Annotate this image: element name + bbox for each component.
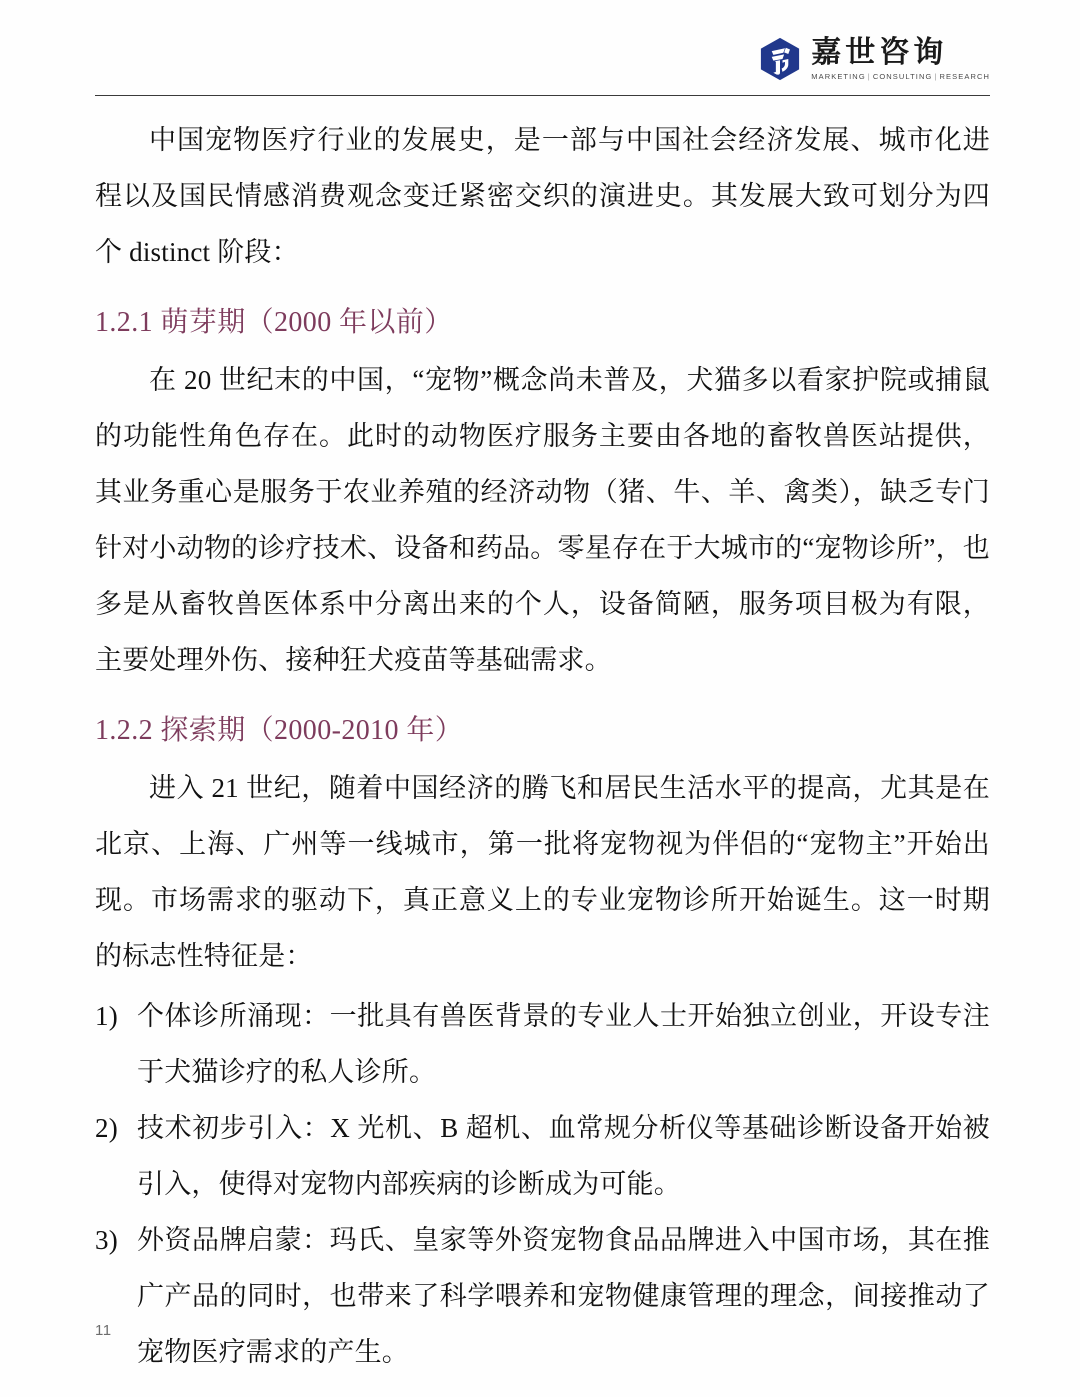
- intro-paragraph: 中国宠物医疗行业的发展史，是一部与中国社会经济发展、城市化进程以及国民情感消费观念变迁紧密交织的演进史。其发展大致可划分为四个 distinct 阶段：: [95, 125, 990, 267]
- tagline-research: RESEARCH: [939, 72, 990, 82]
- list-item-text: 个体诊所涌现：一批具有兽医背景的专业人士开始独立创业，开设专注于犬猫诊疗的私人诊所。: [137, 1001, 990, 1087]
- tagline-separator-1: |: [867, 72, 871, 82]
- section-paragraph-1-2-1: 在 20 世纪末的中国，“宠物”概念尚未普及，犬猫多以看家护院或捕鼠的功能性角色存在。此时的动物医疗服务主要由各地的畜牧兽医站提供，其业务重心是服务于农业养殖的经济动物（猪、牛、羊、禽类），缺乏专门针对小动物的诊疗技术、设备和药品。零星存在于大城市的“宠物诊所”，也多是从畜牧兽医体系中分离出来的个人，设备简陋，服务项目极为有限，主要处理外伤、接种狂犬疫苗等基础需求。: [95, 365, 990, 675]
- tagline-consulting: CONSULTING: [872, 72, 933, 82]
- list-item-marker: 1): [95, 1001, 118, 1031]
- list-item: [95, 1212, 990, 1380]
- brand-logo: [759, 37, 990, 82]
- brand-tagline: [811, 72, 990, 81]
- list-item: [95, 988, 990, 1100]
- brand-logo-text: [811, 37, 990, 82]
- document-content: [95, 112, 990, 1380]
- list-item-text: 技术初步引入：X 光机、B 超机、血常规分析仪等基础诊断设备开始被引入，使得对宠物内部疾病的诊断成为可能。: [137, 1113, 990, 1199]
- section-1-2-2-list: [95, 988, 990, 1380]
- list-item-marker: 2): [95, 1113, 118, 1143]
- jiashi-cube-logo-icon: [759, 37, 801, 81]
- brand-name: 嘉世咨询: [811, 35, 948, 69]
- list-item-marker: 3): [95, 1225, 118, 1255]
- header-divider: [95, 95, 990, 96]
- tagline-separator-2: |: [934, 72, 938, 82]
- page-header: [95, 28, 990, 90]
- section-heading-1-2-2: 1.2.2 探索期（2000-2010 年）: [95, 715, 464, 746]
- list-item-text: 外资品牌启蒙：玛氏、皇家等外资宠物食品品牌进入中国市场，其在推广产品的同时，也带来了科学喂养和宠物健康管理的理念，间接推动了宠物医疗需求的产生。: [137, 1225, 990, 1367]
- tagline-marketing: MARKETING: [811, 72, 866, 82]
- page-number: 11: [95, 1322, 112, 1339]
- section-heading-1-2-1: 1.2.1 萌芽期（2000 年以前）: [95, 307, 453, 338]
- section-paragraph-1-2-2: 进入 21 世纪，随着中国经济的腾飞和居民生活水平的提高，尤其是在北京、上海、广州等一线城市，第一批将宠物视为伴侣的“宠物主”开始出现。市场需求的驱动下，真正意义上的专业宠物诊所开始诞生。这一时期的标志性特征是：: [95, 773, 990, 971]
- list-item: [95, 1100, 990, 1212]
